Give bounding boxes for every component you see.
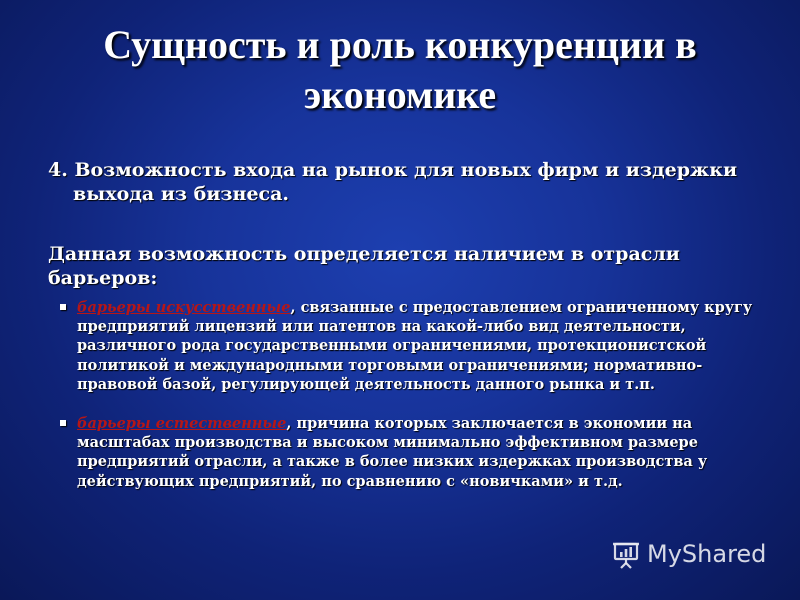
watermark-text: MyShared bbox=[647, 540, 767, 568]
term-artificial-barriers: барьеры искусственные bbox=[77, 299, 291, 316]
barriers-list bbox=[60, 298, 764, 491]
bullet-natural-barriers bbox=[60, 414, 764, 491]
square-bullet-icon bbox=[60, 420, 66, 426]
point-4-text: 4. Возможность входа на рынок для новых фирм и издержки выхода из бизнеса. bbox=[48, 159, 738, 205]
barriers-intro: Данная возможность определяется наличием в отрасли барьеров: bbox=[48, 243, 680, 289]
watermark-logo bbox=[610, 537, 766, 571]
slide-title: Сущность и роль конкуренции в экономике bbox=[103, 22, 697, 117]
natural-barriers-text: , причина которых заключается в экономии на масштабах производства и высоком минимально эффективном размере предприятий отрасли, а также в более низких издержках производства у действующих предприятий, по сравнению с «новичками» и т.д. bbox=[77, 415, 708, 490]
square-bullet-icon bbox=[60, 304, 66, 310]
bullet-artificial-barriers bbox=[60, 298, 764, 394]
presentation-board-icon bbox=[610, 538, 642, 570]
artificial-barriers-text: , связанные с предоставлением ограниченному кругу предприятий лицензий или патентов на какой-либо вид деятельности, различного рода государственными ограничениями, протекционистской политикой и международными торговыми ограничениями; нормативно-правовой базой, регулирующей деятельность данного рынка и т.п. bbox=[77, 299, 753, 393]
term-natural-barriers: барьеры естественные bbox=[77, 415, 287, 433]
